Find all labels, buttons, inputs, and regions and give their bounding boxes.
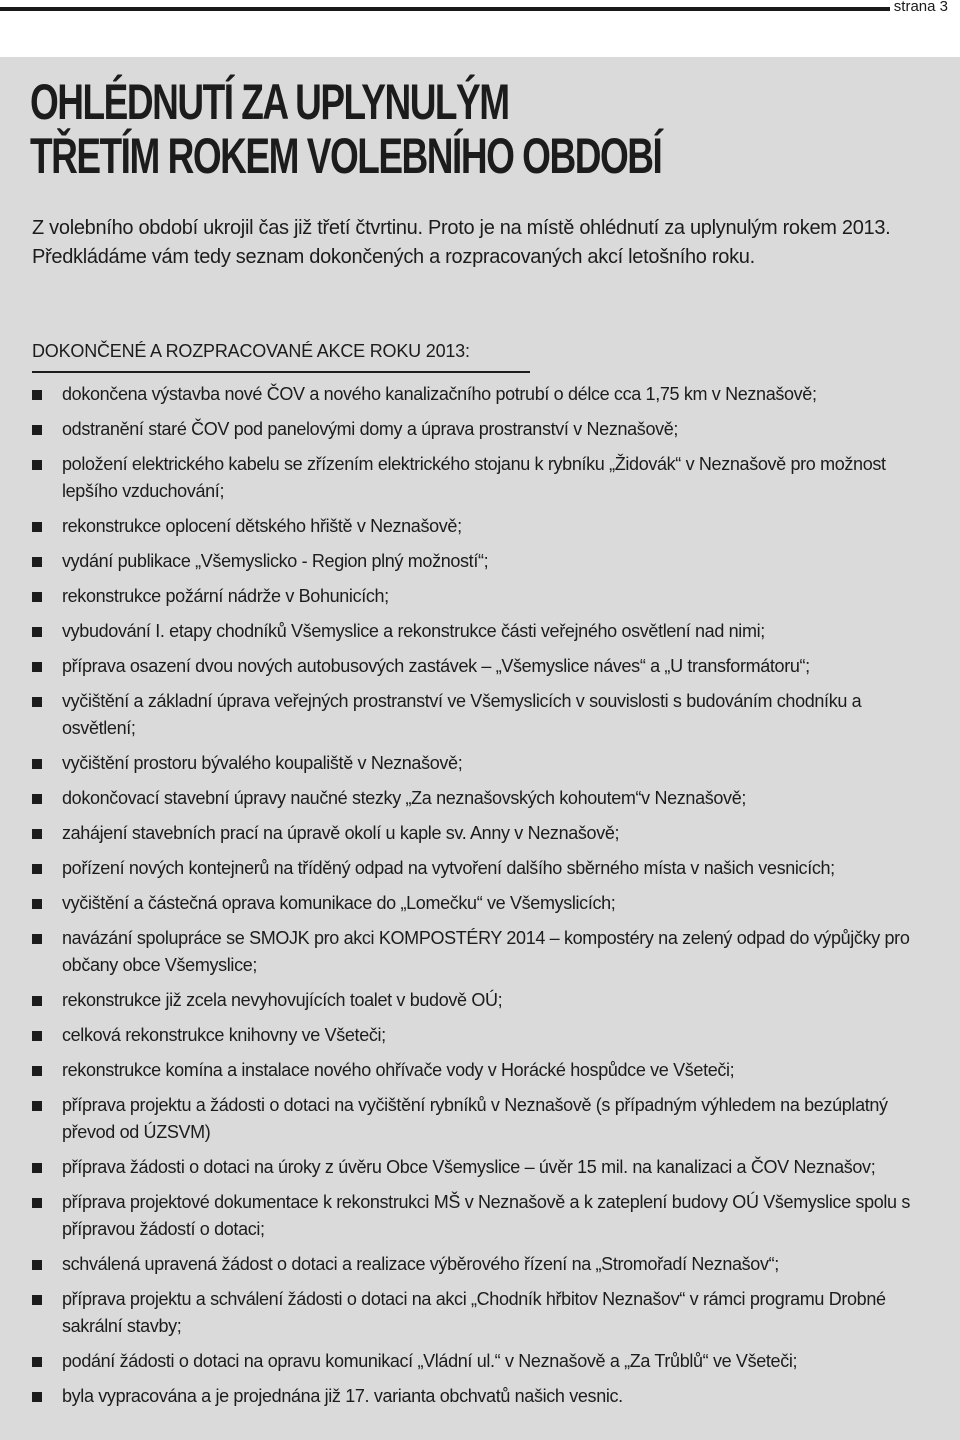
list-item-text: celková rekonstrukce knihovny ve Všeteči; — [62, 1025, 386, 1045]
square-bullet-icon — [32, 1066, 42, 1076]
list-item-text: schválená upravená žádost o dotaci a realizace výběrového řízení na „Stromořadí Neznašov“; — [62, 1254, 779, 1274]
square-bullet-icon — [32, 1163, 42, 1173]
article-title — [30, 75, 661, 183]
square-bullet-icon — [32, 1198, 42, 1208]
list-item — [32, 513, 937, 540]
list-item-text: rekonstrukce oplocení dětského hřiště v Neznašově; — [62, 516, 462, 536]
list-item — [32, 618, 937, 645]
intro-paragraph: Z volebního období ukrojil čas již třetí čtvrtinu. Proto je na místě ohlédnutí za uplynulým rokem 2013. Předkládáme vám tedy seznam dokončených a rozpracovaných akcí letošního roku. — [32, 217, 891, 268]
page-number: strana 3 — [893, 0, 948, 15]
square-bullet-icon — [32, 425, 42, 435]
list-item — [32, 381, 937, 408]
list-item — [32, 855, 937, 882]
square-bullet-icon — [32, 1101, 42, 1111]
list-item-text: položení elektrického kabelu se zřízením elektrického stojanu k rybníku „Židovák“ v Neznašově pro možnost lepšího vzduchování; — [62, 454, 886, 501]
list-item-text: navázání spolupráce se SMOJK pro akci KOMPOSTÉRY 2014 – kompostéry na zelený odpad do výpůjčky pro občany obce Všemyslice; — [62, 928, 910, 975]
list-item — [32, 451, 937, 505]
square-bullet-icon — [32, 522, 42, 532]
actions-list — [32, 381, 937, 1418]
section-heading: DOKONČENÉ A ROZPRACOVANÉ AKCE ROKU 2013: — [32, 341, 470, 361]
list-item — [32, 750, 937, 777]
list-item — [32, 548, 937, 575]
list-item-text: zahájení stavebních prací na úpravě okolí u kaple sv. Anny v Neznašově; — [62, 823, 620, 843]
square-bullet-icon — [32, 934, 42, 944]
list-item — [32, 1348, 937, 1375]
list-item — [32, 987, 937, 1014]
square-bullet-icon — [32, 759, 42, 769]
list-item — [32, 785, 937, 812]
list-item-text: byla vypracována a je projednána již 17. varianta obchvatů našich vesnic. — [62, 1386, 623, 1406]
square-bullet-icon — [32, 627, 42, 637]
list-item-text: rekonstrukce již zcela nevyhovujících toalet v budově OÚ; — [62, 990, 503, 1010]
list-item-text: příprava osazení dvou nových autobusových zastávek – „Všemyslice náves“ a „U transformátoru“; — [62, 656, 810, 676]
square-bullet-icon — [32, 1295, 42, 1305]
section-heading-underline — [32, 371, 530, 373]
square-bullet-icon — [32, 390, 42, 400]
square-bullet-icon — [32, 662, 42, 672]
list-item-text: pořízení nových kontejnerů na tříděný odpad na vytvoření dalšího sběrného místa v našich vesnicích; — [62, 858, 835, 878]
list-item — [32, 1383, 937, 1410]
list-item-text: vyčištění a částečná oprava komunikace do „Lomečku“ ve Všemyslicích; — [62, 893, 616, 913]
list-item — [32, 1286, 937, 1340]
list-item — [32, 416, 937, 443]
list-item — [32, 820, 937, 847]
square-bullet-icon — [32, 996, 42, 1006]
list-item-text: dokončovací stavební úpravy naučné stezky „Za neznašovských kohoutem“v Neznašově; — [62, 788, 747, 808]
list-item-text: odstranění staré ČOV pod panelovými domy a úprava prostranství v Neznašově; — [62, 419, 679, 439]
list-item — [32, 925, 937, 979]
list-item-text: příprava projektu a žádosti o dotaci na vyčištění rybníků v Neznašově (s případným výhledem na bezúplatný převod od ÚZSVM) — [62, 1095, 888, 1142]
title-line-2: TŘETÍM ROKEM VOLEBNÍHO OBDOBÍ — [30, 128, 662, 184]
square-bullet-icon — [32, 864, 42, 874]
square-bullet-icon — [32, 1357, 42, 1367]
list-item — [32, 583, 937, 610]
list-item — [32, 688, 937, 742]
list-item-text: příprava žádosti o dotaci na úroky z úvěru Obce Všemyslice – úvěr 15 mil. na kanalizaci a ČOV Neznašov; — [62, 1157, 876, 1177]
square-bullet-icon — [32, 1031, 42, 1041]
square-bullet-icon — [32, 899, 42, 909]
list-item-text: příprava projektu a schválení žádosti o dotaci na akci „Chodník hřbitov Neznašov“ v rámci programu Drobné sakrální stavby; — [62, 1289, 886, 1336]
list-item — [32, 1251, 937, 1278]
list-item-text: rekonstrukce komína a instalace nového ohřívače vody v Horácké hospůdce ve Všeteči; — [62, 1060, 735, 1080]
list-item-text: podání žádosti o dotaci na opravu komunikací „Vládní ul.“ v Neznašově a „Za Trůblů“ ve Všeteči; — [62, 1351, 798, 1371]
square-bullet-icon — [32, 460, 42, 470]
list-item — [32, 890, 937, 917]
list-item-text: vybudování I. etapy chodníků Všemyslice a rekonstrukce části veřejného osvětlení nad nimi; — [62, 621, 765, 641]
square-bullet-icon — [32, 794, 42, 804]
square-bullet-icon — [32, 697, 42, 707]
list-item-text: vyčištění prostoru bývalého koupaliště v Neznašově; — [62, 753, 463, 773]
list-item — [32, 653, 937, 680]
square-bullet-icon — [32, 1392, 42, 1402]
list-item-text: vyčištění a základní úprava veřejných prostranství ve Všemyslicích v souvislosti s budováním chodníku a osvětlení; — [62, 691, 862, 738]
list-item — [32, 1022, 937, 1049]
list-item — [32, 1057, 937, 1084]
list-item — [32, 1154, 937, 1181]
square-bullet-icon — [32, 592, 42, 602]
list-item — [32, 1189, 937, 1243]
square-bullet-icon — [32, 557, 42, 567]
list-item-text: příprava projektové dokumentace k rekonstrukci MŠ v Neznašově a k zateplení budovy OÚ Všemyslice spolu s přípravou žádostí o dotaci; — [62, 1192, 911, 1239]
header-rule — [0, 7, 890, 11]
list-item — [32, 1092, 937, 1146]
square-bullet-icon — [32, 1260, 42, 1270]
list-item-text: dokončena výstavba nové ČOV a nového kanalizačního potrubí o délce cca 1,75 km v Neznašově; — [62, 384, 817, 404]
list-item-text: vydání publikace „Všemyslicko - Region plný možností“; — [62, 551, 489, 571]
list-item-text: rekonstrukce požární nádrže v Bohunicích; — [62, 586, 389, 606]
square-bullet-icon — [32, 829, 42, 839]
title-line-1: OHLÉDNUTÍ ZA UPLYNULÝM — [30, 74, 509, 130]
